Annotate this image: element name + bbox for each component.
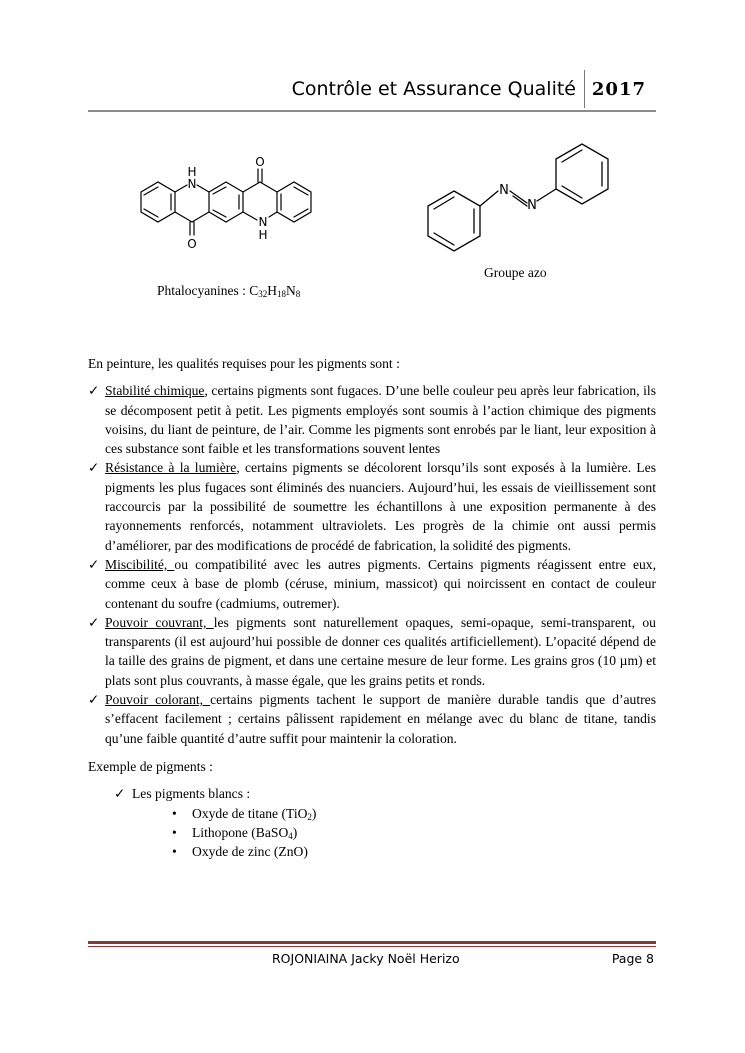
pigment-qualities-list	[88, 381, 656, 748]
atom-h-top: H	[187, 165, 197, 179]
white-pigments-list	[132, 804, 656, 862]
azo-caption: Groupe azo	[484, 265, 547, 280]
phtalocyanine-caption: Phtalocyanines : $C_{32}H_{18}N_8$	[157, 283, 301, 299]
list-item	[88, 690, 656, 748]
atom-n2: N	[527, 198, 537, 213]
header-title: Contrôle et Assurance Qualité	[291, 78, 576, 100]
footer-rule-thin	[88, 946, 656, 947]
atom-n-top: N	[187, 177, 197, 191]
list-item	[88, 381, 656, 458]
item-text: , certains pigments sont fugaces. D’une belle couleur peu après leur fabrication, ils se décomposent petit à petit. Les pigments employés sont soumis à l’action chimique des pigments voisins, du liant de peinture, de l’air. Comme les pigments sont enrobés par le liant, leur exposition à ces substance sont faible et les transformations souvent lentes	[105, 383, 656, 457]
item-term: Stabilité chimique	[105, 383, 205, 399]
footer-rule	[88, 941, 656, 944]
phtalocyanine-structure	[128, 152, 328, 258]
list-item: • Oxyde de zinc (ZnO)	[172, 842, 656, 861]
document-body	[88, 354, 656, 861]
item-text: ou compatibilité avec les autres pigments. Certains pigments réagissent entre eux, comme ceux à base de plomb (céruse, minium, massicot) qui noircissent en contact de couleur contenant du soufre (cadmiums, outremer).	[105, 556, 656, 611]
atom-o-top: O	[255, 155, 265, 169]
atom-n-bottom: N	[258, 215, 268, 229]
list-item	[88, 458, 656, 554]
list-item	[114, 784, 656, 861]
footer-author: ROJONIAINA Jacky Noël Herizo	[272, 951, 460, 966]
header-rule	[88, 110, 656, 112]
checkmark-icon: ✓	[88, 556, 100, 572]
atom-o-bottom: O	[187, 237, 197, 251]
checkmark-icon: ✓	[114, 786, 126, 802]
header-year: 2017	[591, 79, 646, 100]
item-text: certains pigments tachent le support de manière durable tandis que d’autres s’effacent facilement ; certains pâlissent rapidement en mélange avec du blanc de titane, tandis qu’une faible quantité d’autre suffit pour maintenir la coloration.	[105, 692, 656, 746]
bullet-icon: •	[172, 805, 177, 821]
item-term: Pouvoir colorant,	[105, 692, 211, 708]
atom-n1: N	[499, 183, 509, 198]
intro-paragraph: En peinture, les qualités requises pour les pigments sont :	[88, 356, 400, 371]
checkmark-icon: ✓	[88, 614, 100, 630]
bullet-icon: •	[172, 824, 177, 840]
examples-title: Exemple de pigments :	[88, 758, 213, 774]
item-text: les pigments sont naturellement opaques, semi-opaque, semi-transparent, ou transparents (il est aujourd’hui possible de donner ces qualités artificiellement). L’opacité dépend de la taille des grains de pigment, et dans une certaine mesure de leur forme. Les grains gros (10 µm) et plats sont plus couvrants, à masse égale, que les grains petits et ronds.	[105, 614, 656, 688]
item-term: Pouvoir couvrant,	[105, 614, 214, 630]
azo-group-structure	[412, 133, 624, 267]
bullet-icon: •	[172, 844, 177, 860]
checkmark-icon: ✓	[88, 383, 100, 399]
item-text: , certains pigments se décolorent lorsqu’ils sont exposés à la lumière. Les pigments les plus fugaces sont éliminés des nuanciers. Aujourd’hui, les essais de vieillissement sont raccourcis par la possibilité de soumettre les échantillons à une exposition permanente à des rayonnements renforcés, notamment ultraviolets. Les progrès de la chimie ont aussi permis d’améliorer, par des modifications de procédé de fabrication, la solidité des pigments.	[105, 460, 656, 553]
list-item: • Oxyde de titane (TiO$_2$)	[172, 805, 317, 822]
white-pigments-title: Les pigments blancs :	[132, 786, 251, 802]
list-item	[88, 613, 656, 690]
page-number: Page 8	[611, 951, 654, 966]
checkmark-icon: ✓	[88, 692, 100, 708]
item-term: Miscibilité,	[105, 556, 175, 572]
atom-h-bottom: H	[258, 228, 268, 242]
examples-list	[88, 784, 656, 861]
item-term: Résistance à la lumière	[105, 460, 237, 476]
checkmark-icon: ✓	[88, 460, 100, 476]
list-item	[88, 555, 656, 613]
page-header	[88, 70, 656, 106]
list-item: • Lithopone (BaSO$_4$)	[172, 824, 298, 841]
header-separator	[584, 70, 585, 108]
